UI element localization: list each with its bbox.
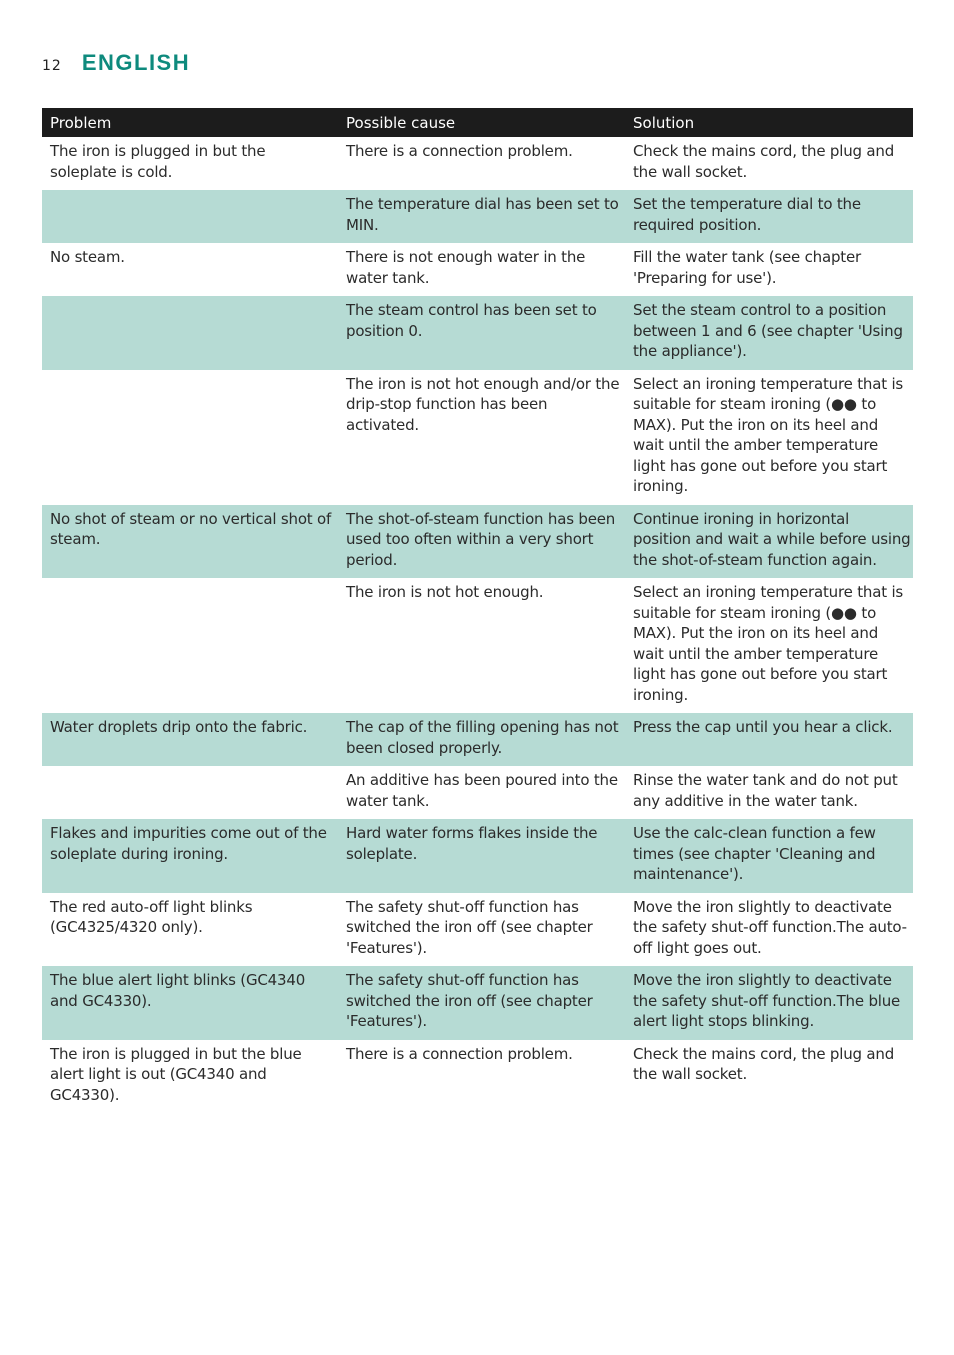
- cause-cell: The iron is not hot enough.: [346, 583, 544, 601]
- problem-cell: No steam.: [50, 248, 125, 266]
- cause-cell: The iron is not hot enough and/or the drip-stop function has been activated.: [346, 374, 620, 434]
- cause-cell: The steam control has been set to position 0.: [338, 296, 625, 370]
- table-row: [42, 243, 913, 296]
- column-header-cause: Possible cause: [338, 108, 625, 137]
- cause-cell: There is a connection problem.: [346, 142, 573, 160]
- table-row: [42, 819, 913, 893]
- problem-cell: [42, 296, 338, 370]
- cause-cell: The safety shut-off function has switched the iron off (see chapter 'Features').: [346, 897, 593, 957]
- solution-cell: Rinse the water tank and do not put any additive in the water tank.: [633, 771, 898, 810]
- page-number: 12: [42, 58, 62, 74]
- solution-cell: Continue ironing in horizontal position and wait a while before using the shot-of-steam function again.: [625, 505, 913, 579]
- cause-cell: The cap of the filling opening has not been closed properly.: [338, 713, 625, 766]
- problem-cell: The red auto-off light blinks (GC4325/4320 only).: [50, 897, 253, 936]
- cause-cell: There is not enough water in the water tank.: [346, 248, 586, 287]
- table-row: [42, 578, 913, 713]
- cause-cell: An additive has been poured into the water tank.: [346, 771, 618, 810]
- solution-cell: Press the cap until you hear a click.: [625, 713, 913, 766]
- table-row: [42, 370, 913, 505]
- solution-cell: Set the steam control to a position between 1 and 6 (see chapter 'Using the appliance').: [625, 296, 913, 370]
- table-header: [42, 108, 913, 137]
- solution-cell: Set the temperature dial to the required position.: [625, 190, 913, 243]
- problem-cell: [42, 370, 338, 505]
- cause-cell: The safety shut-off function has switched the iron off (see chapter 'Features').: [338, 966, 625, 1040]
- solution-cell: Move the iron slightly to deactivate the safety shut-off function.The blue alert light stops blinking.: [625, 966, 913, 1040]
- solution-cell: Select an ironing temperature that is suitable for steam ironing (●● to MAX). Put the iron on its heel and wait until the amber temperature light has gone out before you start ironing.: [633, 583, 904, 704]
- troubleshooting-table: [42, 108, 913, 1113]
- solution-cell: Fill the water tank (see chapter 'Preparing for use').: [633, 248, 861, 287]
- problem-cell: [42, 766, 338, 819]
- column-header-problem: Problem: [42, 108, 338, 137]
- problem-cell: [42, 190, 338, 243]
- cause-cell: The shot-of-steam function has been used too often within a very short period.: [338, 505, 625, 579]
- table-row: [42, 893, 913, 967]
- problem-cell: No shot of steam or no vertical shot of steam.: [42, 505, 338, 579]
- table-header-row: [42, 108, 913, 137]
- cause-cell: There is a connection problem.: [346, 1044, 573, 1063]
- cause-cell: Hard water forms flakes inside the soleplate.: [338, 819, 625, 893]
- table-row: [42, 296, 913, 370]
- table-row: [42, 966, 913, 1040]
- table-row: [42, 137, 913, 190]
- problem-cell: Flakes and impurities come out of the soleplate during ironing.: [42, 819, 338, 893]
- table-row: [42, 505, 913, 579]
- column-header-solution: Solution: [625, 108, 913, 137]
- table-row: [42, 713, 913, 766]
- solution-cell: Use the calc-clean function a few times (see chapter 'Cleaning and maintenance').: [625, 819, 913, 893]
- problem-cell: Water droplets drip onto the fabric.: [42, 713, 338, 766]
- cause-cell: The temperature dial has been set to MIN.: [338, 190, 625, 243]
- solution-cell: Select an ironing temperature that is suitable for steam ironing (●● to MAX). Put the iron on its heel and wait until the amber temperature light has gone out before you start ironing.: [633, 374, 904, 495]
- solution-cell: Check the mains cord, the plug and the wall socket.: [633, 1044, 895, 1083]
- solution-cell: Move the iron slightly to deactivate the safety shut-off function.The auto-off light goes out.: [633, 897, 907, 957]
- language-title: ENGLISH: [81, 50, 191, 75]
- problem-cell: The blue alert light blinks (GC4340 and GC4330).: [42, 966, 338, 1040]
- problem-cell: The iron is plugged in but the soleplate is cold.: [50, 142, 266, 181]
- table-row: [42, 190, 913, 243]
- table-body: [42, 137, 913, 1113]
- solution-cell: Check the mains cord, the plug and the wall socket.: [633, 142, 895, 181]
- problem-cell: The iron is plugged in but the blue alert light is out (GC4340 and GC4330).: [50, 1044, 302, 1104]
- problem-cell: [42, 578, 338, 713]
- table-row: [42, 766, 913, 819]
- table-row: [42, 1040, 913, 1114]
- page-header: [42, 50, 190, 80]
